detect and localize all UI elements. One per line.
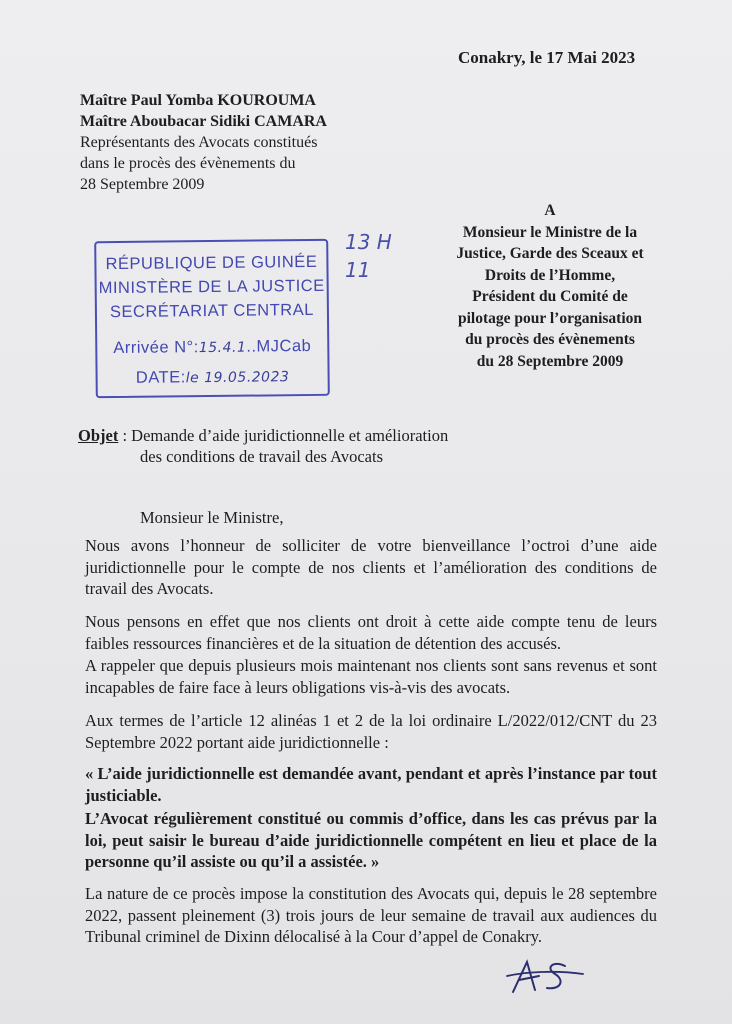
recipient-line: du 28 Septembre 2009 (476, 352, 624, 370)
stamp-line-3: SECRÉTARIAT CENTRAL (109, 300, 314, 322)
stamp-arrivee-label: Arrivée N°: (113, 338, 199, 358)
recipient-line: Monsieur le Ministre de la (462, 223, 638, 241)
stamp-date (98, 367, 328, 388)
quote-paragraph-1: « L’aide juridictionnelle est demandée avant, pendant et après l’instance par tout justiciable. (85, 764, 657, 805)
sender-role-line-3: 28 Septembre 2009 (80, 176, 205, 193)
recipient-line: Président du Comité de (472, 288, 628, 305)
ministry-stamp (94, 239, 330, 398)
stamp-arrivee (97, 337, 327, 358)
stamp-arrivee-suffix: ..MJCab (246, 336, 312, 356)
paragraph-3: A rappeler que depuis plusieurs mois maintenant nos clients sont sans revenus et sont incapables de faire face à leurs obligations vis-à-vis des avocats. (85, 656, 657, 697)
sender-name-2: Maître Aboubacar Sidiki CAMARA (80, 113, 327, 130)
recipient-line: A (544, 202, 556, 219)
margin-note-line-2: 11 (345, 258, 371, 282)
sender-name-1: Maître Paul Yomba KOUROUMA (80, 92, 316, 109)
sender-role-line-1: Représentants des Avocats constitués (80, 134, 318, 151)
date-line: Conakry, le 17 Mai 2023 (458, 48, 636, 67)
subject-block (78, 425, 448, 467)
paragraph-1: Nous avons l’honneur de solliciter de votre bienveillance l’octroi d’une aide juridictionnelle pour le compte de nos clients et l’amélioration des conditions de travail des Avocats. (85, 536, 657, 598)
subject-line-2: des conditions de travail des Avocats (140, 447, 384, 466)
handwritten-margin-note (345, 228, 392, 284)
quote-paragraph-2: L’Avocat régulièrement constitué ou commis d’office, dans les cas prévus par la loi, peut saisir le bureau d’aide juridictionnelle compétent en lieu et place de la personne qu’il assiste ou qu’il a assistée. » (85, 809, 657, 871)
recipient-line: du procès des évènements (465, 331, 635, 348)
stamp-line-2: MINISTÈRE DE LA JUSTICE (98, 276, 325, 298)
paragraph-5: La nature de ce procès impose la constitution des Avocats qui, depuis le 28 septembre 2022, passent pleinement (3) trois jours de leur semaine de travail aux audiences du Tribunal criminel de Dixinn délocalisé à la Cour d’appel de Conakry. (85, 884, 657, 946)
paragraph-4: Aux termes de l’article 12 alinéas 1 et 2 de la loi ordinaire L/2022/012/CNT du 23 Septembre 2022 portant aide juridictionnelle : (85, 711, 657, 752)
recipient-line: Justice, Garde des Sceaux et (456, 245, 644, 262)
salutation: Monsieur le Ministre, (140, 508, 284, 527)
recipient-line: pilotage pour l’organisation (457, 309, 642, 327)
stamp-line-1: RÉPUBLIQUE DE GUINÉE (105, 252, 318, 274)
recipient-line: Droits de l’Homme, (484, 266, 616, 284)
signature-initials (505, 952, 585, 1000)
subject-line-1: : Demande d’aide juridictionnelle et amélioration (118, 426, 449, 445)
stamp-date-label: DATE: (135, 368, 186, 387)
sender-block (80, 90, 327, 195)
subject-label: Objet (78, 426, 119, 445)
recipient-block (430, 200, 670, 372)
stamp-arrivee-number: 15.4.1 (198, 339, 247, 357)
paragraph-2: Nous pensons en effet que nos clients ont droit à cette aide compte tenu de leurs faibles ressources financières et de la situation de détention des accusés. (85, 612, 657, 653)
sender-role-line-2: dans le procès des évènements du (80, 155, 296, 172)
stamp-date-value: le 19.05.2023 (185, 369, 290, 387)
margin-note-line-1: 13 H (345, 230, 392, 254)
